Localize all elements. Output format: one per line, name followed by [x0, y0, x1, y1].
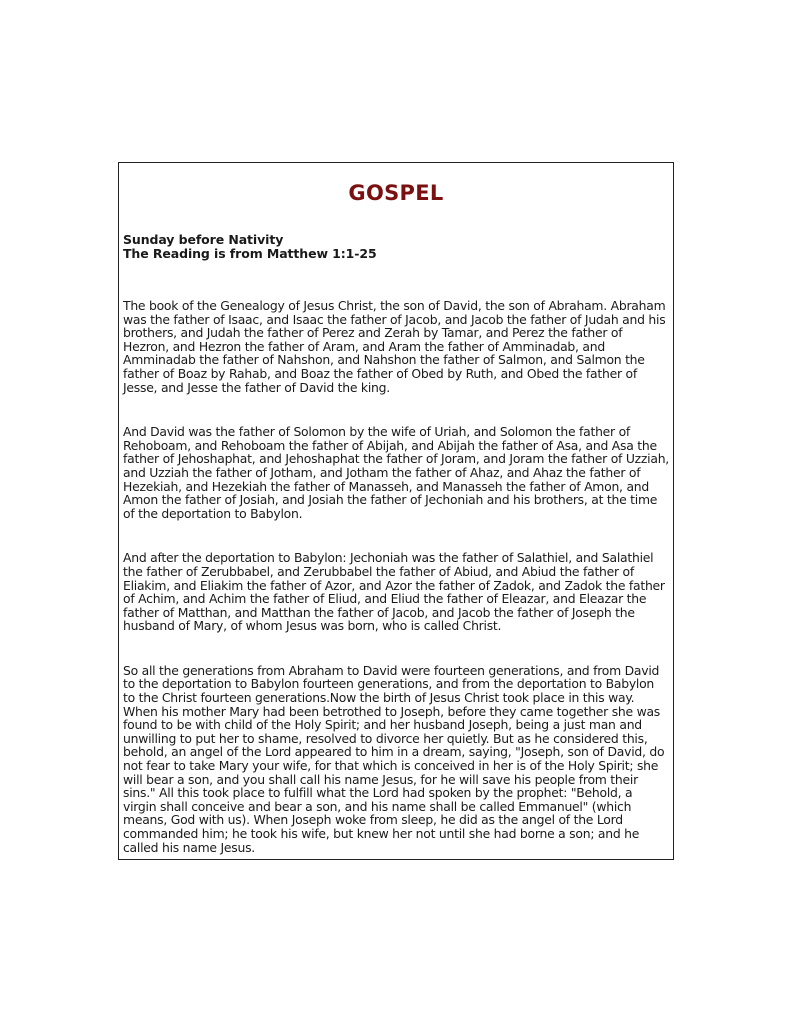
reading-reference: The Reading is from Matthew 1:1-25	[123, 246, 377, 261]
reading-heading	[123, 233, 669, 261]
reading-paragraph: So all the generations from Abraham to David were fourteen generations, and from David to the deportation to Babylon fourteen generations, and from the deportation to Babylon to the Christ fourteen generations.Now the birth of Jesus Christ took place in this way. When his mother Mary had been betrothed to Joseph, before they came together she was found to be with child of the Holy Spirit; and her husband Joseph, being a just man and unwilling to put her to shame, resolved to divorce her quietly. But as he considered this, behold, an angel of the Lord appeared to him in a dream, saying, "Joseph, son of David, do not fear to take Mary your wife, for that which is conceived in her is of the Holy Spirit; she will bear a son, and you shall call his name Jesus, for he will save his people from their sins." All this took place to fulfill what the Lord had spoken by the prophet: "Behold, a virgin shall conceive and bear a son, and his name shall be called Emmanuel" (which means, God with us). When Joseph woke from sleep, he did as the angel of the Lord commanded him; he took his wife, but knew her not until she had borne a son; and he called his name Jesus.	[123, 662, 665, 855]
reading-paragraph: And after the deportation to Babylon: Jechoniah was the father of Salathiel, and Salathiel the father of Zerubbabel, and Zerubbabel the father of Abiud, and Abiud the father of Eliakim, and Eliakim the father of Azor, and Azor the father of Zadok, and Zadok the father of Achim, and Achim the father of Eliud, and Eliud the father of Eleazar, and Eleazar the father of Matthan, and Matthan the father of Jacob, and Jacob the father of Joseph the husband of Mary, of whom Jesus was born, who is called Christ.	[123, 550, 665, 634]
occasion-label: Sunday before Nativity	[123, 232, 284, 247]
page-title: GOSPEL	[348, 181, 444, 205]
reading-paragraph: And David was the father of Solomon by the wife of Uriah, and Solomon the father of Rehoboam, and Rehoboam the father of Abijah, and Abijah the father of Asa, and Asa the father of Jehoshaphat, and Jehoshaphat the father of Joram, and Joram the father of Uzziah, and Uzziah the father of Jotham, and Jotham the father of Ahaz, and Ahaz the father of Hezekiah, and Hezekiah the father of Manasseh, and Manasseh the father of Amon, and Amon the father of Josiah, and Josiah the father of Jechoniah and his brothers, at the time of the deportation to Babylon.	[123, 424, 669, 521]
reading-paragraph: The book of the Genealogy of Jesus Christ, the son of David, the son of Abraham. Abraham was the father of Isaac, and Isaac the father of Jacob, and Jacob the father of Judah and his brothers, and Judah the father of Perez and Zerah by Tamar, and Perez the father of Hezron, and Hezron the father of Aram, and Aram the father of Amminadab, and Amminadab the father of Nahshon, and Nahshon the father of Salmon, and Salmon the father of Boaz by Rahab, and Boaz the father of Obed by Ruth, and Obed the father of Jesse, and Jesse the father of David the king.	[123, 298, 666, 395]
gospel-reading-box	[118, 162, 674, 860]
